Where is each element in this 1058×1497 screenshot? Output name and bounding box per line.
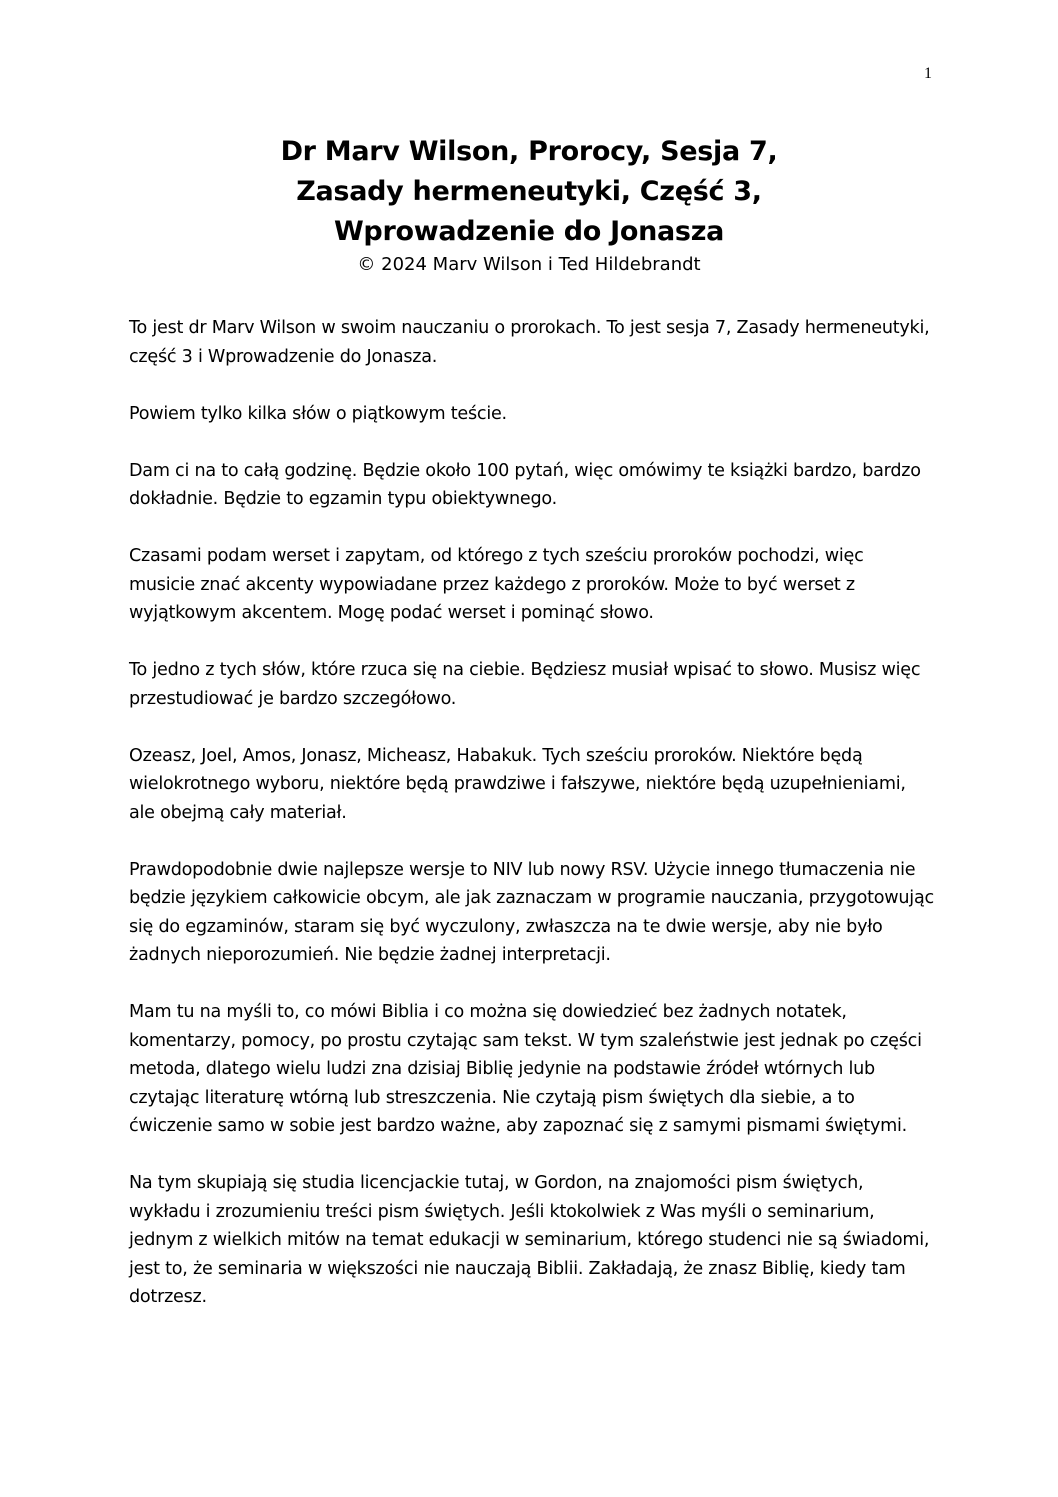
title-line-1: Dr Marv Wilson, Prorocy, Sesja 7, (280, 136, 778, 167)
copyright-line: © 2024 Marv Wilson i Ted Hildebrandt (357, 254, 701, 275)
document-body (129, 314, 934, 1340)
paragraph-6: Ozeasz, Joel, Amos, Jonasz, Micheasz, Habakuk. Tych sześciu proroków. Niektóre będą wielokrotnego wyboru, niektóre będą prawdziwe i fałszywe, niektóre będą uzupełnieniami, ale obejmą cały materiał. (129, 745, 906, 823)
paragraph-9: Na tym skupiają się studia licencjackie tutaj, w Gordon, na znajomości pism świętych, wykładu i zrozumieniu treści pism świętych. Jeśli ktokolwiek z Was myśli o seminarium, jednym z wielkich mitów na temat edukacji w seminarium, którego studenci nie są świadomi, jest to, że seminaria w większości nie nauczają Biblii. Zakładają, że znasz Biblię, kiedy tam dotrzesz. (129, 1173, 930, 1307)
title-line-3: Wprowadzenie do Jonasza (333, 216, 725, 247)
paragraph-2: Powiem tylko kilka słów o piątkowym teście. (129, 403, 507, 424)
title-line-2: Zasady hermeneutyki, Część 3, (296, 176, 762, 207)
paragraph-7: Prawdopodobnie dwie najlepsze wersje to NIV lub nowy RSV. Użycie innego tłumaczenia nie będzie językiem całkowicie obcym, ale jak zaznaczam w programie nauczania, przygotowując się do egzaminów, staram się być wyczulony, zwłaszcza na te dwie wersje, aby nie było żadnych nieporozumień. Nie będzie żadnej interpretacji. (129, 859, 934, 965)
paragraph-4: Czasami podam werset i zapytam, od którego z tych sześciu proroków pochodzi, więc musicie znać akcenty wypowiadane przez każdego z proroków. Może to być werset z wyjątkowym akcentem. Mogę podać werset i pominąć słowo. (129, 546, 864, 623)
paragraph-5: To jedno z tych słów, które rzuca się na ciebie. Będziesz musiał wpisać to słowo. Musisz więc przestudiować je bardzo szczegółowo. (129, 660, 921, 709)
page-number: 1 (924, 65, 932, 82)
paragraph-8: Mam tu na myśli to, co mówi Biblia i co można się dowiedzieć bez żadnych notatek, komentarzy, pomocy, po prostu czytając sam tekst. W tym szaleństwie jest jednak po części metoda, dlatego wielu ludzi zna dzisiaj Biblię jedynie na podstawie źródeł wtórnych lub czytając literaturę wtórną lub streszczenia. Nie czytają pism świętych dla siebie, a to ćwiczenie samo w sobie jest bardzo ważne, aby zapoznać się z samymi pismami świętymi. (129, 1002, 922, 1136)
paragraph-1: To jest dr Marv Wilson w swoim nauczaniu o prorokach. To jest sesja 7, Zasady hermeneutyki, część 3 i Wprowadzenie do Jonasza. (129, 318, 930, 367)
document-header (0, 132, 1058, 278)
paragraph-3: Dam ci na to całą godzinę. Będzie około 100 pytań, więc omówimy te książki bardzo, bardzo dokładnie. Będzie to egzamin typu obiektywnego. (129, 460, 921, 509)
